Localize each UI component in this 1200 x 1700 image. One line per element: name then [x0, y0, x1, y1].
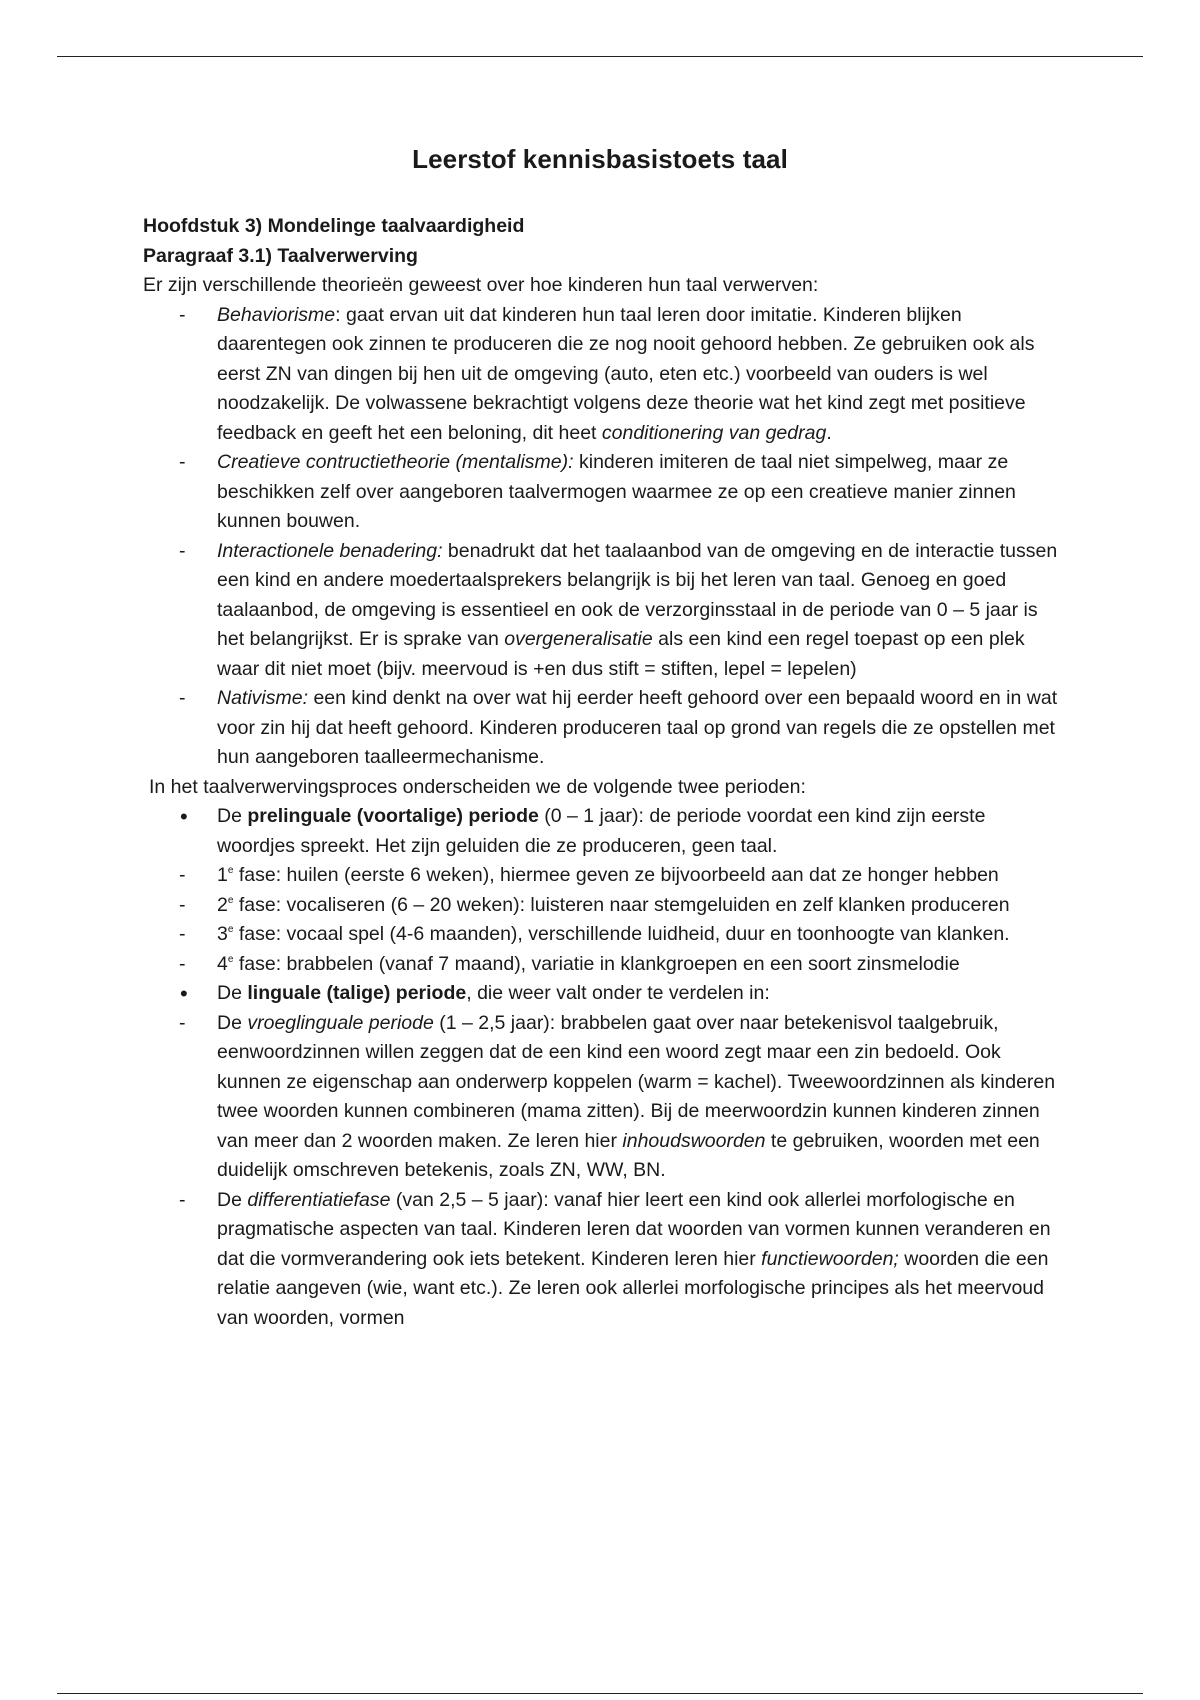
phase-number: 1 [217, 864, 228, 886]
theory-text: kinderen imiteren de taal niet simpelweg, maar ze beschikken zelf over aangeboren taalvermogen waarmee ze op een creatieve manier zinnen kunnen bouwen. [217, 451, 1016, 532]
list-item [143, 891, 1063, 921]
bottom-rule [57, 1693, 1143, 1694]
period-term: linguale (talige) periode [247, 982, 467, 1004]
list-item [143, 802, 1063, 861]
bullet-marker: • [180, 804, 188, 829]
periods-list [143, 802, 1063, 1333]
list-item [143, 1009, 1063, 1186]
theory-term: Interactionele benadering: [217, 539, 443, 562]
phase-text: fase: vocaliseren (6 – 20 weken): luisteren naar stemgeluiden en zelf klanken produceren [233, 893, 1010, 916]
theory-term: Creatieve contructietheorie (mentalisme): [217, 451, 574, 473]
item-prefix: De [217, 1011, 248, 1034]
phase-term: vroeglinguale periode [247, 1011, 434, 1034]
item-prefix: De [217, 982, 248, 1004]
phase-end: te gebruiken, woorden met een duidelijk omschreven betekenis, zoals ZN, WW, BN. [217, 1129, 1040, 1181]
dash-marker: - [179, 687, 186, 709]
document-title: Leerstof kennisbasistoets taal [412, 144, 788, 174]
list-item [143, 950, 1063, 980]
phase-text: fase: vocaal spel (4-6 maanden), verschillende luidheid, duur en toonhoogte van klanken. [233, 923, 1010, 945]
phase-number: 3 [217, 923, 228, 945]
chapter-heading: Hoofdstuk 3) Mondelinge taalvaardigheid [143, 215, 525, 237]
dash-marker: - [179, 893, 186, 916]
period-text: , die weer valt onder te verdelen in: [466, 982, 770, 1004]
theory-term-2: conditionering van gedrag [601, 421, 827, 444]
period-term: prelinguale (voortalige) periode [247, 805, 539, 827]
phase-term-2: inhoudswoorden [622, 1129, 766, 1152]
list-item [143, 979, 1063, 1009]
bullet-marker: • [180, 981, 188, 1006]
list-item [143, 1186, 1063, 1334]
dash-marker: - [179, 451, 186, 473]
phase-text: (1 – 2,5 jaar): brabbelen gaat over naar betekenisvol taalgebruik, eenwoordzinnen willen zeggen dat de een kind een woord zegt maar een zin bedoeld. Ook kunnen ze eigenschap aan onderwerp koppelen (warm = kachel). Tweewoordzinnen als kinderen twee woorden kunnen combineren (mama zitten). Bij de meerwoordzin kunnen kinderen zinnen van meer dan 2 woorden maken. Ze leren hier [217, 1011, 1056, 1152]
phase-ordinal: e [227, 894, 234, 906]
theory-term: Nativisme: [217, 687, 309, 709]
dash-marker: - [179, 1188, 186, 1211]
dash-marker: - [179, 952, 186, 975]
phase-ordinal: e [227, 865, 234, 876]
item-prefix: De [217, 805, 248, 827]
dash-marker: - [179, 539, 186, 562]
paragraph-heading: Paragraaf 3.1) Taalverwerving [143, 244, 418, 267]
list-item [143, 448, 1063, 537]
list-item [143, 537, 1063, 685]
item-prefix: De [217, 1188, 248, 1211]
list-item [143, 920, 1063, 950]
theory-end: als een kind een regel toepast op een plek waar dit niet moet (bijv. meervoud is +en dus stift = stiften, lepel = lepelen) [217, 628, 1025, 680]
theories-list [143, 301, 1063, 773]
phase-term-2: functiewoorden; [761, 1247, 899, 1270]
document-body [143, 212, 1063, 1333]
phase-number: 4 [217, 952, 228, 975]
dash-marker: - [179, 864, 186, 886]
periods-intro: In het taalverwervingsproces onderscheiden we de volgende twee perioden: [149, 775, 806, 798]
dash-marker: - [179, 303, 186, 326]
phase-text: fase: huilen (eerste 6 weken), hiermee geven ze bijvoorbeeld aan dat ze honger hebben [233, 864, 999, 886]
phase-number: 2 [217, 893, 228, 916]
list-item [143, 684, 1063, 773]
phase-term: differentiatiefase [247, 1188, 391, 1211]
dash-marker: - [179, 1011, 186, 1034]
top-rule [57, 56, 1143, 57]
phase-ordinal: e [227, 924, 234, 935]
phase-text: fase: brabbelen (vanaf 7 maand), variatie in klankgroepen en een soort zinsmelodie [233, 952, 960, 975]
dash-marker: - [179, 923, 186, 945]
theory-text: een kind denkt na over wat hij eerder heeft gehoord over een bepaald woord en in wat voor zin hij dat heeft gehoord. Kinderen produceren taal op grond van regels die ze opstellen met hun aangeboren taalleermechanisme. [217, 687, 1058, 768]
theory-end: . [826, 421, 832, 444]
intro-text: Er zijn verschillende theorieën geweest over hoe kinderen hun taal verwerven: [143, 274, 819, 296]
phase-end: woorden die een relatie aangeven (wie, want etc.). Ze leren ook allerlei morfologische principes als het meervoud van woorden, vormen [217, 1247, 1049, 1329]
phase-ordinal: e [227, 953, 234, 965]
list-item [143, 861, 1063, 891]
theory-text: : gaat ervan uit dat kinderen hun taal leren door imitatie. Kinderen blijken daarentegen ook zinnen te produceren die ze nog nooit gehoord hebben. Ze gebruiken ook als eerst ZN van dingen bij hen uit de omgeving (auto, eten etc.) voorbeeld van ouders is wel noodzakelijk. De volwassene bekrachtigt volgens deze theorie wat het kind zegt met positieve feedback en geeft het een beloning, dit heet [217, 303, 1035, 444]
phase-text: (van 2,5 – 5 jaar): vanaf hier leert een kind ook allerlei morfologische en pragmatische aspecten van taal. Kinderen leren dat woorden van vormen kunnen veranderen en dat die vormverandering ook iets betekent. Kinderen leren hier [217, 1188, 1051, 1270]
theory-term: Behaviorisme [217, 303, 336, 326]
theory-text: benadrukt dat het taalaanbod van de omgeving en de interactie tussen een kind en andere moedertaalsprekers belangrijk is bij het leren van taal. Genoeg en goed taalaanbod, de omgeving is essentieel en ook de verzorginsstaal in de periode van 0 – 5 jaar is het belangrijkst. Er is sprake van [217, 539, 1058, 650]
list-item [143, 301, 1063, 449]
period-text: (0 – 1 jaar): de periode voordat een kind zijn eerste woordjes spreekt. Het zijn geluiden die ze produceren, geen taal. [217, 805, 986, 857]
theory-term-2: overgeneralisatie [504, 628, 653, 650]
